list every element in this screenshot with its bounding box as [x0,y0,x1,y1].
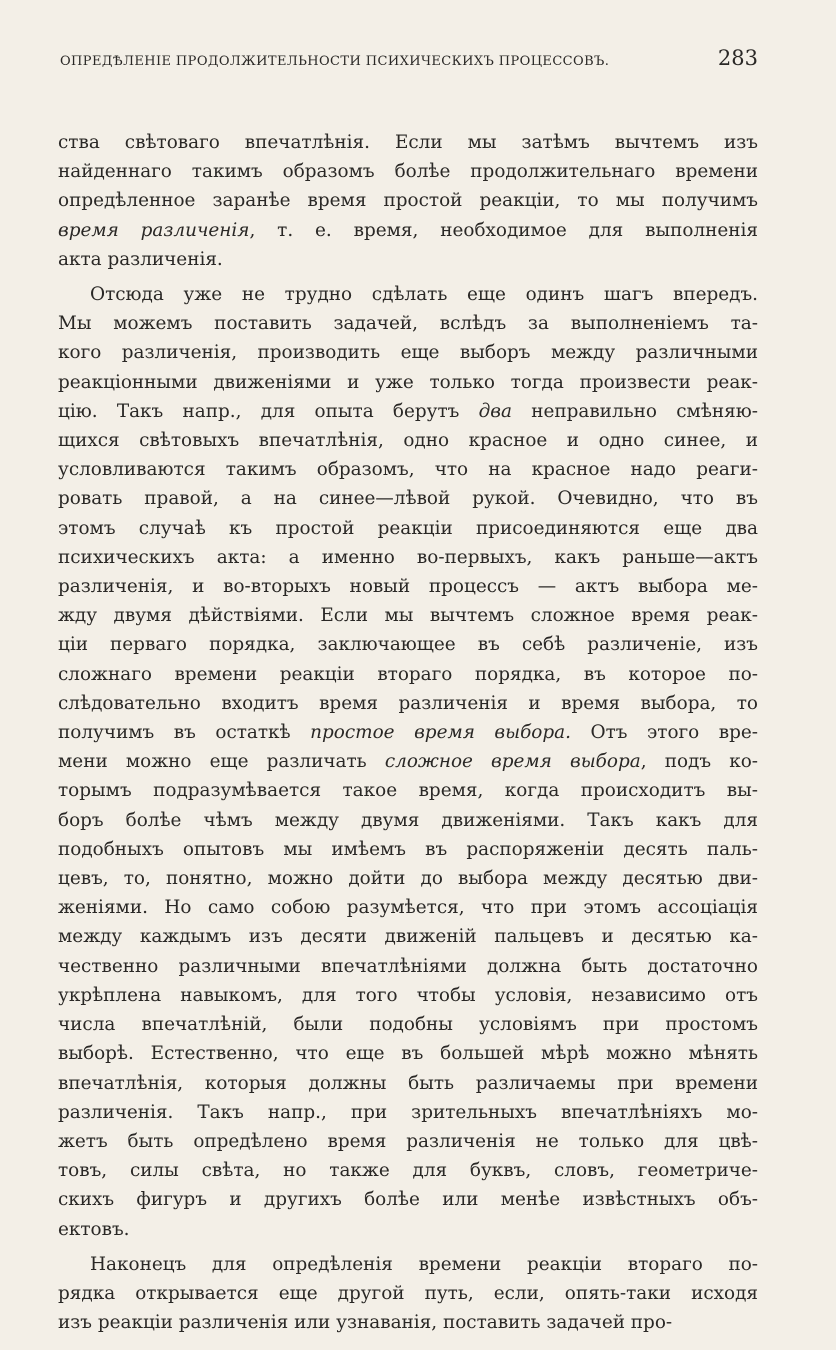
text-line: товъ, силы свѣта, но также для буквъ, словъ, геометриче- [58,1160,758,1182]
text-line [58,718,758,747]
text-line: опредѣленное заранѣе время простой реакціи, то мы получимъ [58,190,758,212]
paragraph [58,128,758,274]
text-line: подобныхъ опытовъ мы имѣемъ въ распоряженіи десять паль- [58,838,758,860]
text-line: жду двумя дѣйствіями. Если мы вычтемъ сложное время реак- [58,605,758,627]
text-line: кого различенія, производить еще выборъ между различными [58,342,758,364]
running-head [58,40,758,80]
running-head-title: ОПРЕДѢЛЕНІЕ ПРОДОЛЖИТЕЛЬНОСТИ ПСИХИЧЕСКИХЪ ПРОЦЕССОВЪ. [60,54,610,69]
text-line [58,216,758,245]
text-line: между каждымъ изъ десяти движеній пальцевъ и десятью ка- [58,926,758,948]
text-line: ектовъ. [58,1218,130,1240]
text-line: слѣдовательно входитъ время различенія и время выбора, то [58,692,758,714]
text-line: торымъ подразумѣвается такое время, когда происходитъ вы- [58,780,758,802]
italic-term: два [478,400,512,422]
text-segment: получимъ въ остаткѣ [58,722,311,744]
text-line: акта различенія. [58,248,223,270]
text-line: укрѣплена навыкомъ, для того чтобы условія, независимо отъ [58,984,758,1006]
text-line: найденнаго такимъ образомъ болѣе продолжительнаго времени [58,161,758,183]
text-line: боръ болѣе чѣмъ между двумя движеніями. Такъ какъ для [58,809,758,831]
text-segment: , подъ ко- [640,751,759,773]
text-line: сложнаго времени реакціи втораго порядка, въ которое по- [58,663,758,685]
page-number: 283 [717,46,758,70]
text-line: реакціонными движеніями и уже только тогда произвести реак- [58,371,758,393]
text-line: различенія. Такъ напр., при зрительныхъ впечатлѣніяхъ мо- [58,1101,758,1123]
paragraph [58,280,758,1244]
text-line: числа впечатлѣній, были подобны условіямъ при простомъ [58,1014,758,1036]
text-line: женіями. Но само собою разумѣется, что при этомъ ассоціація [58,897,758,919]
text-line: Отсюда уже не трудно сдѣлать еще одинъ шагъ впередъ. [90,284,758,306]
italic-term: сложное время выбора [384,751,641,773]
text-segment: цію. Такъ напр., для опыта берутъ [58,400,479,422]
text-segment: Отъ этого вре- [570,722,758,744]
italic-term: время различенія [58,219,250,241]
text-line: щихся свѣтовыхъ впечатлѣнія, одно красное и одно синее, и [58,430,758,452]
text-line: ціи перваго порядка, заключающее въ себѣ различеніе, изъ [58,634,758,656]
text-line: впечатлѣнія, которыя должны быть различаемы при времени [58,1072,758,1094]
text-line: ства свѣтоваго впечатлѣнія. Если мы затѣмъ вычтемъ изъ [58,132,758,153]
text-line: психическихъ акта: а именно во-первыхъ, какъ раньше—актъ [58,546,758,568]
text-line: скихъ фигуръ и другихъ болѣе или менѣе извѣстныхъ объ- [58,1189,758,1211]
text-line: жетъ быть опредѣлено время различенія не только для цвѣ- [58,1130,758,1152]
body-text [58,128,758,1337]
text-line: рядка открывается еще другой путь, если, опять-таки исходя [58,1282,758,1304]
text-line: различенія, и во-вторыхъ новый процессъ — актъ выбора ме- [58,576,758,598]
text-line: Мы можемъ поставить задачей, вслѣдъ за выполненіемъ та- [58,313,758,335]
text-line: выборѣ. Естественно, что еще въ большей мѣрѣ можно мѣнять [58,1043,758,1065]
text-line: чественно различными впечатлѣніями должна быть достаточно [58,955,758,977]
text-line: ровать правой, а на синее—лѣвой рукой. Очевидно, что въ [58,488,758,510]
text-segment: мени можно еще различать [58,751,385,773]
text-line: этомъ случаѣ къ простой реакціи присоединяются еще два [58,517,758,539]
text-line: условливаются такимъ образомъ, что на красное надо реаги- [58,459,758,481]
text-line: изъ реакціи различенія или узнаванія, поставить задачей про- [58,1312,673,1334]
text-segment: , т. е. время, необходимое для выполненія [249,219,759,241]
text-line [58,397,758,426]
text-line: цевъ, то, понятно, можно дойти до выбора между десятью дви- [58,868,758,890]
text-line [58,747,758,776]
text-segment: неправильно смѣняю- [511,400,758,422]
paragraph [58,1250,758,1338]
text-line: Наконецъ для опредѣленія времени реакціи втораго по- [90,1253,758,1275]
italic-term: простое время выбора. [310,722,571,744]
